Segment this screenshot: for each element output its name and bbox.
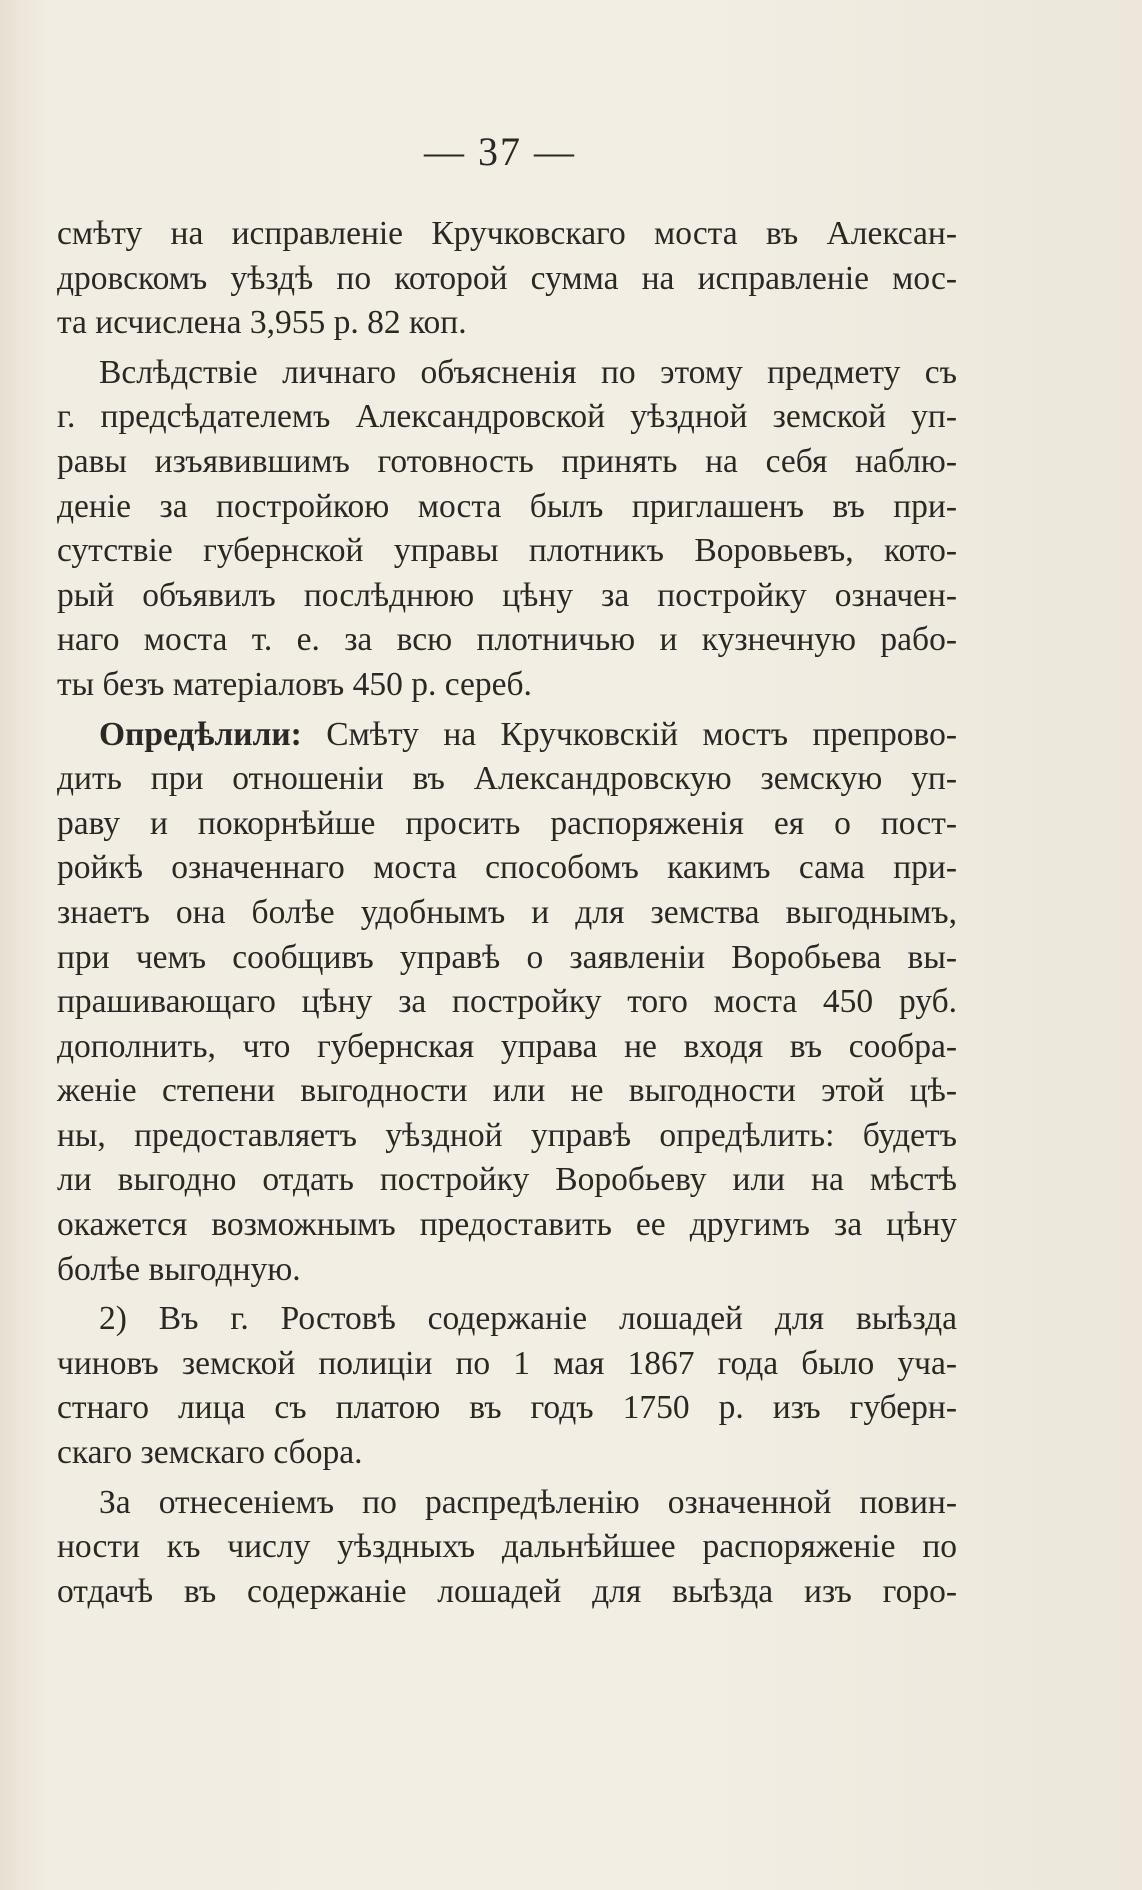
text-line: 2) Въ г. Ростовѣ содержаніе лошадей для выѣзда [99, 1300, 957, 1338]
text-line: женіе степени выгодности или не выгодности этой цѣ- [57, 1072, 957, 1110]
text-line: ны, предоставляетъ уѣздной управѣ опредѣлить: будетъ [57, 1116, 957, 1154]
text-line: дровскомъ уѣздѣ по которой сумма на исправленіе мос- [57, 259, 957, 297]
text-line: ности къ числу уѣздныхъ дальнѣйшее распоряженіе по [57, 1528, 957, 1566]
paragraph-bridge-estimate [57, 212, 957, 346]
text-line: болѣе выгодную. [57, 1250, 301, 1288]
paragraph-rostov-horses [57, 1297, 957, 1475]
text-line: рый объявилъ послѣднюю цѣну за постройку означен- [57, 576, 957, 614]
text-line: дополнить, что губернская управа не входя въ сообра- [57, 1027, 957, 1065]
text-line: раву и покорнѣйше просить распоряженія ея о пост- [57, 804, 957, 842]
text-line: ли выгодно отдать постройку Воробьеву или на мѣстѣ [57, 1161, 957, 1199]
text-line: За отнесеніемъ по распредѣленію означенной повин- [99, 1483, 957, 1521]
text-line: при чемъ сообщивъ управѣ о заявленіи Воробьева вы- [57, 938, 957, 976]
text-line: скаго земскаго сбора. [57, 1434, 363, 1472]
text-line: смѣту на исправленіе Кручковскаго моста въ Алексан- [57, 215, 957, 252]
page-number: — 37 — [424, 129, 576, 174]
text-line: сутствіе губернской управы плотникъ Воровьевъ, кото- [57, 532, 957, 570]
text-line: ты безъ матеріаловъ 450 р. сереб. [57, 665, 532, 703]
text-line: отдачѣ въ содержаніе лошадей для выѣзда изъ горо- [57, 1572, 957, 1610]
resolution-line-rest: Смѣту на Кручковскій мостъ препрово- [301, 715, 957, 753]
text-line: равы изъявившимъ готовность принять на себя наблю- [57, 442, 957, 480]
text-line: окажется возможнымъ предоставить ее другимъ за цѣну [57, 1206, 957, 1244]
text-line: прашивающаго цѣну за постройку того моста 450 руб. [57, 983, 957, 1021]
text-line: дить при отношеніи въ Александровскую земскую уп- [57, 760, 957, 798]
text-line: деніе за постройкою моста былъ приглашенъ въ при- [57, 487, 957, 525]
text-line [57, 713, 957, 758]
text-line: наго моста т. е. за всю плотничью и кузнечную рабо- [57, 621, 957, 659]
text-line: г. предсѣдателемъ Александровской уѣздной земской уп- [57, 398, 957, 436]
paragraph-carpenter-offer [57, 351, 957, 708]
paragraph-resolution [57, 713, 957, 1293]
text-line: стнаго лица съ платою въ годъ 1750 р. изъ губерн- [57, 1389, 957, 1427]
body-text [57, 212, 957, 1614]
text-line: та исчислена 3,955 р. 82 коп. [57, 304, 467, 342]
text-line: знаетъ она болѣе удобнымъ и для земства выгоднымъ, [57, 893, 957, 931]
resolution-lead: Опредѣлили: [99, 715, 302, 753]
text-line: Вслѣдствіе личнаго объясненія по этому предмету съ [99, 353, 957, 391]
text-line: ройкѣ означеннаго моста способомъ какимъ сама при- [57, 849, 957, 887]
paragraph-distribution [57, 1481, 957, 1615]
text-line: чиновъ земской полиціи по 1 мая 1867 года было уча- [57, 1344, 957, 1382]
